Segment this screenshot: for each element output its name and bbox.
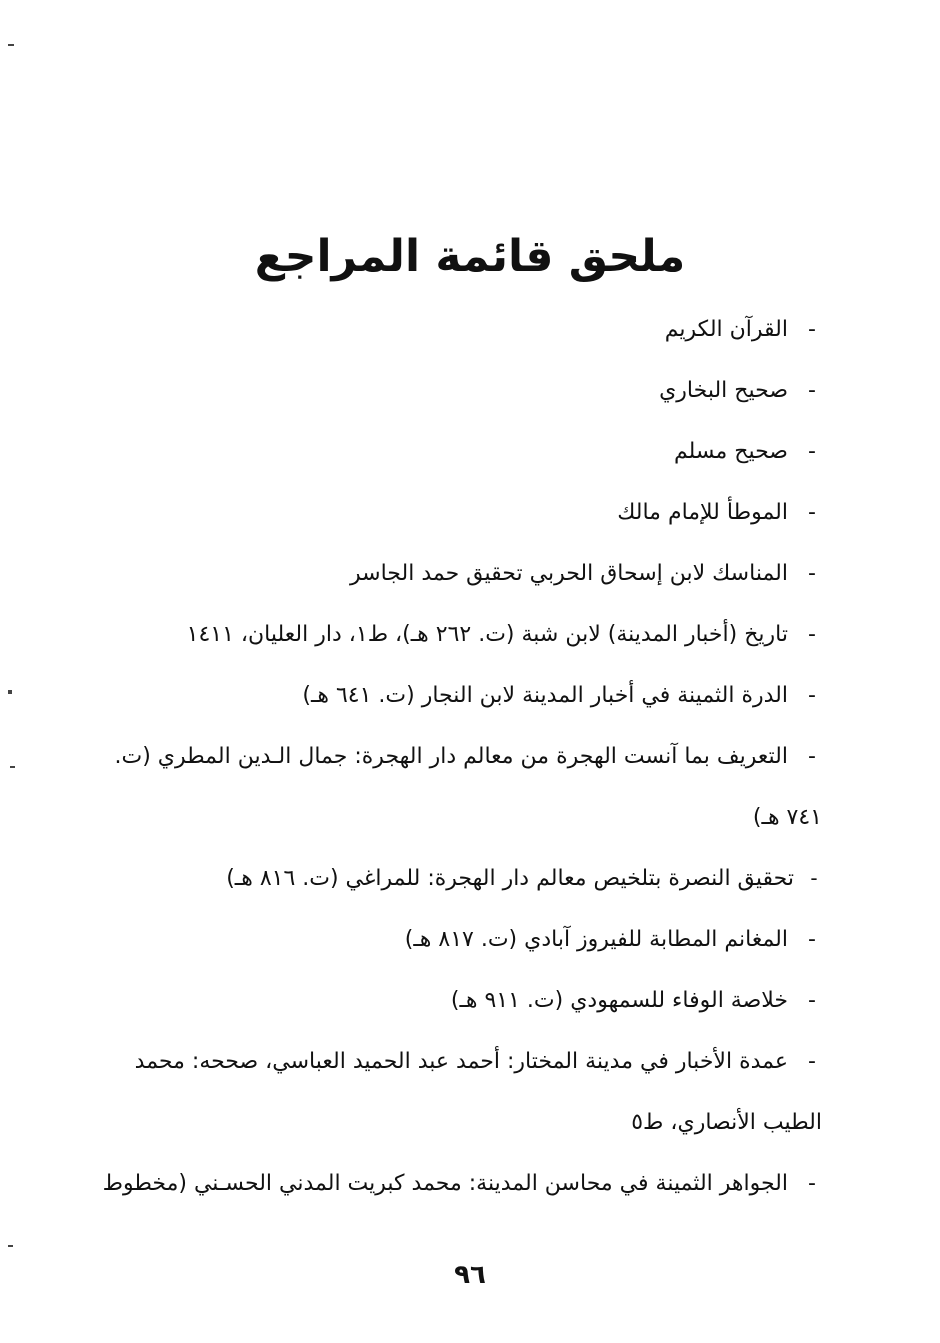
reference-item: [82, 909, 822, 970]
reference-item: [82, 1153, 822, 1214]
reference-item: [82, 665, 822, 726]
bullet-dash: -: [808, 439, 816, 464]
reference-text: المغانم المطابة للفيروز آبادي (ت. ٨١٧ هـ): [404, 927, 788, 952]
page-number: ٩٦: [454, 1260, 486, 1290]
bullet-dash: -: [808, 1049, 816, 1074]
bullet-dash: -: [808, 927, 816, 952]
reference-text: تاريخ (أخبار المدينة) لابن شبة (ت. ٢٦٢ هـ)، ط١، دار العليان، ١٤١١: [186, 622, 788, 647]
scan-speck: [10, 766, 15, 768]
bullet-dash: -: [808, 561, 816, 586]
reference-text: الموطأ للإمام مالك: [617, 500, 788, 525]
reference-text: الدرة الثمينة في أخبار المدينة لابن النجار (ت. ٦٤١ هـ): [302, 683, 788, 708]
bullet-dash: -: [808, 317, 816, 342]
reference-item: [82, 848, 822, 909]
scan-speck: [8, 690, 12, 694]
scan-speck: [8, 1245, 13, 1247]
reference-item: [82, 299, 822, 360]
bullet-dash: -: [808, 988, 816, 1013]
reference-text: الجواهر الثمينة في محاسن المدينة: محمد كبريت المدني الحسـني (مخطوط: [102, 1171, 788, 1196]
bullet-dash: -: [810, 866, 818, 890]
reference-continuation: الطيب الأنصاري، ط٥: [631, 1110, 822, 1135]
reference-text: تحقيق النصرة بتلخيص معالم دار الهجرة: للمراغي (ت. ٨١٦ هـ): [226, 866, 794, 891]
reference-list: [82, 299, 822, 1214]
reference-text: عمدة الأخبار في مدينة المختار: أحمد عبد الحميد العباسي، صححه: محمد: [134, 1049, 788, 1074]
bullet-dash: -: [808, 378, 816, 403]
reference-item: [82, 360, 822, 421]
reference-text: صحيح مسلم: [673, 439, 788, 464]
reference-text: التعريف بما آنست الهجرة من معالم دار الهجرة: جمال الـدين المطري (ت.: [114, 744, 788, 769]
reference-text: خلاصة الوفاء للسمهودي (ت. ٩١١ هـ): [450, 988, 788, 1013]
page-title: ملحق قائمة المراجع: [254, 231, 686, 283]
reference-item: [82, 482, 822, 543]
bullet-dash: -: [808, 683, 816, 708]
reference-text: صحيح البخاري: [659, 378, 788, 403]
reference-item: [82, 543, 822, 604]
reference-text: المناسك لابن إسحاق الحربي تحقيق حمد الجاسر: [350, 561, 788, 586]
bullet-dash: -: [808, 622, 816, 647]
bullet-dash: -: [808, 1171, 816, 1196]
reference-item: [82, 970, 822, 1031]
bullet-dash: -: [808, 744, 816, 769]
reference-item: [82, 726, 822, 848]
reference-text: القرآن الكريم: [664, 317, 788, 342]
reference-item: [82, 421, 822, 482]
scan-speck: [8, 44, 14, 46]
reference-continuation: ٧٤١ هـ): [752, 805, 822, 830]
reference-item: [82, 1031, 822, 1153]
bullet-dash: -: [808, 500, 816, 525]
reference-item: [82, 604, 822, 665]
